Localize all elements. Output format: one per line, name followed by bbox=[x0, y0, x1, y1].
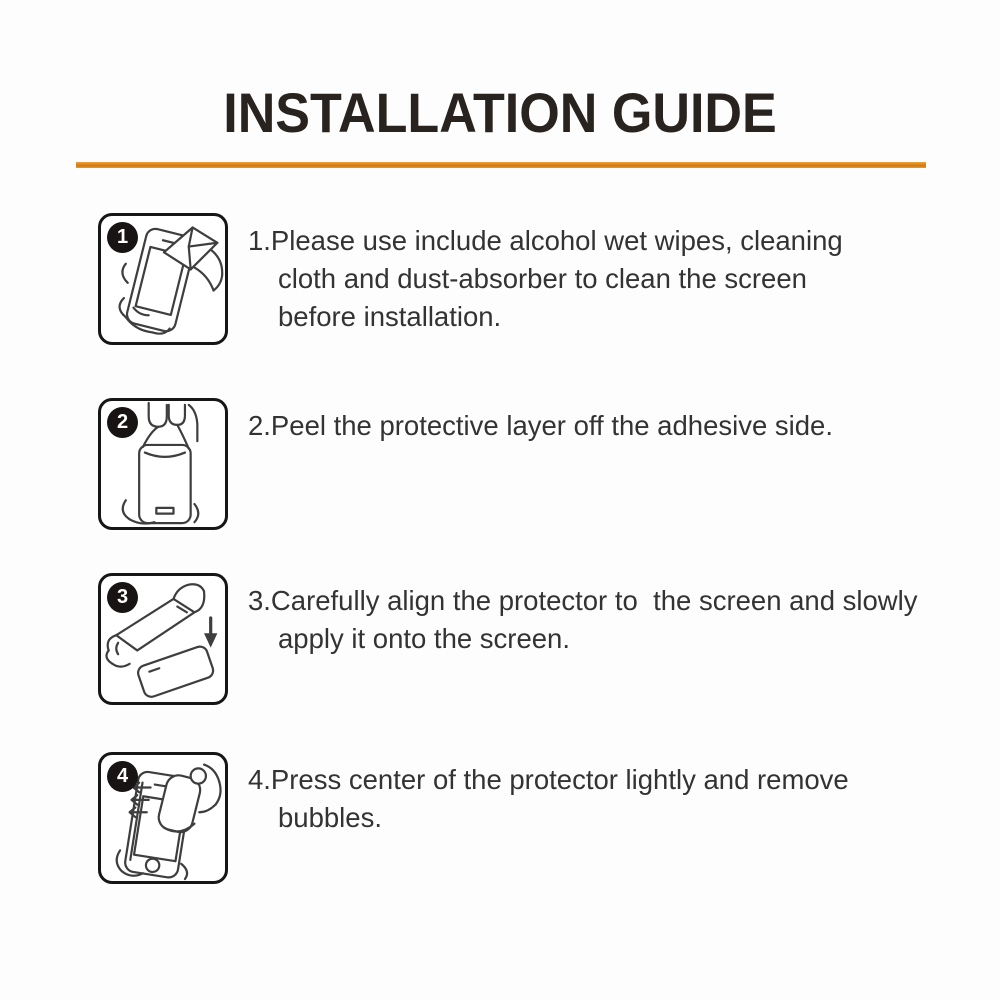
text-line: 2.Peel the protective layer off the adhesive side. bbox=[248, 410, 833, 441]
text-line: cloth and dust-absorber to clean the screen bbox=[278, 263, 807, 294]
text-line: before installation. bbox=[278, 301, 502, 332]
step-3-number-badge: 3 bbox=[107, 582, 138, 613]
step-3-figure bbox=[98, 573, 228, 705]
step-2-text bbox=[248, 398, 833, 445]
step-4-text bbox=[248, 752, 849, 837]
step-row-2 bbox=[98, 398, 990, 530]
step-2-number-badge: 2 bbox=[107, 407, 138, 438]
step-4-number-badge: 4 bbox=[107, 761, 138, 792]
step-4-figure bbox=[98, 752, 228, 884]
step-1-number-badge: 1 bbox=[107, 222, 138, 253]
step-row-3 bbox=[98, 573, 990, 705]
step-row-4 bbox=[98, 752, 990, 884]
text-line: bubbles. bbox=[278, 802, 382, 833]
step-3-text bbox=[248, 573, 918, 658]
text-line: 1.Please use include alcohol wet wipes, cleaning bbox=[248, 225, 843, 256]
step-1-figure bbox=[98, 213, 228, 345]
page-title: INSTALLATION GUIDE bbox=[223, 81, 777, 144]
step-row-1 bbox=[98, 213, 990, 345]
text-line: apply it onto the screen. bbox=[278, 623, 570, 654]
text-line: 4.Press center of the protector lightly and remove bbox=[248, 764, 849, 795]
step-2-figure bbox=[98, 398, 228, 530]
text-line: 3.Carefully align the protector to the screen and slowly bbox=[248, 585, 918, 616]
title-divider bbox=[76, 162, 926, 168]
step-1-text bbox=[248, 213, 843, 336]
